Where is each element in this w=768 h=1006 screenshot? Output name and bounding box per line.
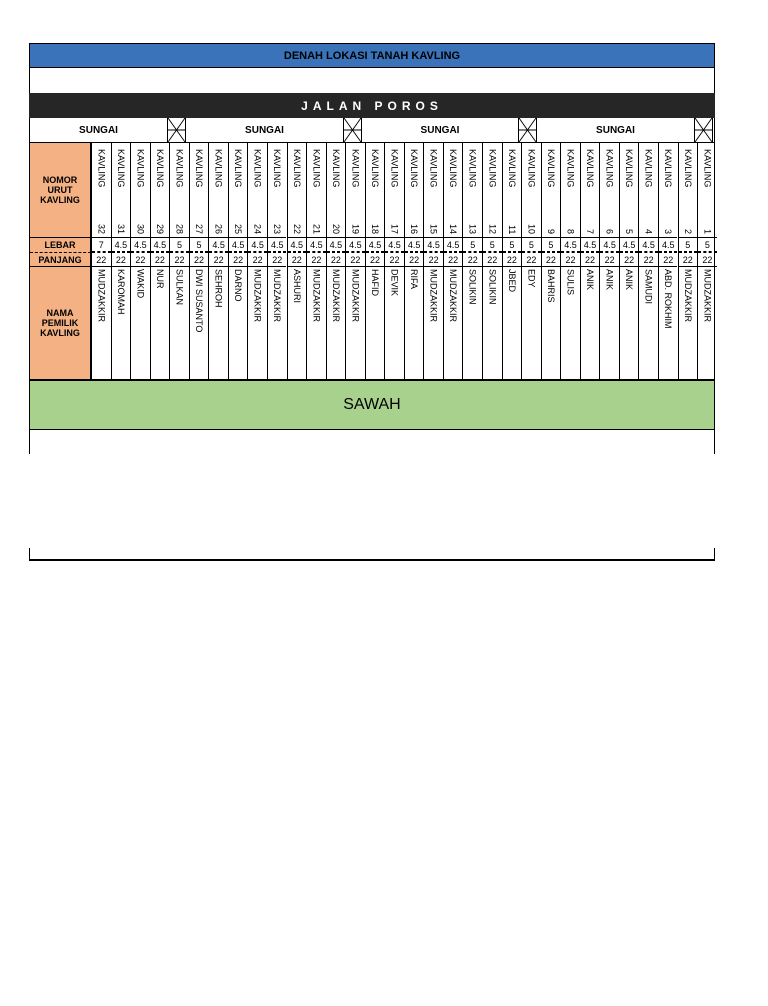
plot-lebar: 4.5 [131,237,150,252]
plot-column [443,143,463,379]
plot-owner-cell [639,267,658,379]
plot-owner: DARNO [233,269,244,302]
plot-owner: ABD. ROKHIM [663,269,674,329]
plot-kavling-word: KAVLING [467,149,478,188]
plot-lebar: 4.5 [385,237,404,252]
plot-column [384,143,404,379]
plot-owner: SOLIKIN [467,269,478,305]
plot-owner-cell [581,267,600,379]
plot-column [365,143,385,379]
spacer-row [29,68,715,93]
plot-number-cell [405,143,424,237]
plot-panjang: 22 [385,252,404,267]
plot-number: 17 [389,223,400,234]
plot-number: 2 [682,228,693,234]
plot-kavling-word: KAVLING [291,149,302,188]
plot-owner-cell [424,267,443,379]
plot-number-cell [600,143,619,237]
plot-owner: MUDZAKKIR [272,269,283,323]
plot-number-cell [463,143,482,237]
plot-number: 19 [350,223,361,234]
river-label: SUNGAI [79,124,118,136]
map-title: DENAH LOKASI TANAH KAVLING [29,43,715,68]
plot-owner-cell [463,267,482,379]
label-panjang: PANJANG [30,252,91,267]
plot-owner-cell [307,267,326,379]
plot-panjang: 22 [503,252,522,267]
plot-kavling-word: KAVLING [389,149,400,188]
plot-number-cell [542,143,561,237]
plot-owner-cell [522,267,541,379]
plot-owner: SEHROH [213,269,224,308]
plot-kavling-word: KAVLING [311,149,322,188]
plot-kavling-word: KAVLING [135,149,146,188]
plot-panjang: 22 [600,252,619,267]
plot-kavling-word: KAVLING [448,149,459,188]
plot-lebar: 4.5 [600,237,619,252]
plot-owner-cell [151,267,170,379]
plot-lebar: 5 [503,237,522,252]
plot-number: 32 [96,223,107,234]
plot-column [91,143,111,379]
plot-owner-cell [503,267,522,379]
plot-column [619,143,639,379]
plot-owner-cell [131,267,150,379]
plot-number-cell [561,143,580,237]
plot-number: 29 [154,223,165,234]
plot-column [580,143,600,379]
plot-panjang: 22 [483,252,502,267]
plot-number-cell [581,143,600,237]
plot-owner-cell [209,267,228,379]
plot-number-cell [112,143,131,237]
plot-owner: ANIK [585,269,596,291]
plot-owner: DEVIK [389,269,400,297]
plot-kavling-word: KAVLING [663,149,674,188]
plot-owner-cell [268,267,287,379]
plot-panjang: 22 [366,252,385,267]
plot-owner-cell [327,267,346,379]
plot-kavling-word: KAVLING [702,149,713,188]
plot-number: 30 [135,223,146,234]
plot-owner-cell [112,267,131,379]
plot-panjang: 22 [698,252,717,267]
plot-panjang: 22 [581,252,600,267]
plot-column [345,143,365,379]
plot-number: 12 [487,223,498,234]
plot-column [228,143,248,379]
plot-owner-cell [229,267,248,379]
plot-lebar: 4.5 [268,237,287,252]
plot-number-cell [151,143,170,237]
plot-kavling-word: KAVLING [174,149,185,188]
plot-lebar: 4.5 [248,237,267,252]
plot-lebar: 5 [483,237,502,252]
plot-panjang: 22 [620,252,639,267]
plot-number-cell [659,143,678,237]
plot-column [462,143,482,379]
plot-number-cell [483,143,502,237]
plot-owner-cell [483,267,502,379]
plot-lebar: 5 [542,237,561,252]
plot-lebar: 4.5 [112,237,131,252]
plot-column [287,143,307,379]
plot-column [658,143,678,379]
plot-owner: KAROMAH [115,269,126,315]
culvert-cross-icon [694,118,713,142]
plot-kavling-word: KAVLING [369,149,380,188]
plot-lebar: 7 [92,237,111,252]
plot-kavling-word: KAVLING [428,149,439,188]
plot-number: 16 [409,223,420,234]
plot-number-cell [424,143,443,237]
plot-owner: SULKAN [174,269,185,306]
plot-owner: MUDZAKKIR [311,269,322,323]
sawah-area: SAWAH [29,380,715,430]
plot-owner: MUDZAKKIR [96,269,107,323]
plot-number: 4 [643,228,654,234]
plot-column [326,143,346,379]
plot-owner-cell [659,267,678,379]
plot-owner: SULIS [565,269,576,296]
plot-lebar: 4.5 [581,237,600,252]
plot-owner-cell [405,267,424,379]
plot-number: 24 [252,223,263,234]
culvert-cross-icon [518,118,537,142]
plot-panjang: 22 [346,252,365,267]
plot-panjang: 22 [639,252,658,267]
plot-number-cell [327,143,346,237]
plot-number: 13 [467,223,478,234]
plot-column [404,143,424,379]
plot-number-cell [307,143,326,237]
plot-number: 21 [311,223,322,234]
plot-panjang: 22 [151,252,170,267]
plot-panjang: 22 [112,252,131,267]
plot-number-cell [288,143,307,237]
plot-kavling-word: KAVLING [233,149,244,188]
plot-kavling-word: KAVLING [96,149,107,188]
plot-number-cell [346,143,365,237]
plot-column [267,143,287,379]
plot-owner-cell [620,267,639,379]
culvert-cross-icon [167,118,186,142]
plot-owner: MUDZAKKIR [428,269,439,323]
plot-column [502,143,522,379]
plot-owner-cell [679,267,698,379]
plot-lebar: 4.5 [209,237,228,252]
plot-owner: MUDZAKKIR [330,269,341,323]
plot-number: 31 [115,223,126,234]
kavling-map-sheet [29,43,715,561]
plot-kavling-word: KAVLING [350,149,361,188]
plot-lebar: 4.5 [327,237,346,252]
plot-number: 20 [330,223,341,234]
plot-column [638,143,658,379]
plot-owner: HAFID [369,269,380,296]
plot-lebar: 4.5 [288,237,307,252]
plot-panjang: 22 [209,252,228,267]
plot-panjang: 22 [463,252,482,267]
plot-panjang: 22 [679,252,698,267]
plot-column [111,143,131,379]
plot-kavling-word: KAVLING [643,149,654,188]
plot-owner: ANIK [604,269,615,291]
plot-owner: MUDZAKKIR [350,269,361,323]
plot-grid [29,143,715,380]
plot-number: 27 [194,223,205,234]
plot-number-cell [248,143,267,237]
river-label: SUNGAI [420,124,460,136]
plot-number: 15 [428,223,439,234]
plot-lebar: 4.5 [151,237,170,252]
plot-column [482,143,502,379]
plot-panjang: 22 [659,252,678,267]
plot-panjang: 22 [170,252,189,267]
plot-lebar: 4.5 [620,237,639,252]
plot-lebar: 5 [170,237,189,252]
plot-owner-cell [288,267,307,379]
plot-column [599,143,619,379]
plot-lebar: 4.5 [405,237,424,252]
plot-owner: SOLIKIN [487,269,498,305]
plot-owner: MUDZAKKIR [682,269,693,323]
plot-kavling-word: KAVLING [252,149,263,188]
river-label: SUNGAI [245,124,284,136]
plot-column [150,143,170,379]
plot-panjang: 22 [288,252,307,267]
plot-column [208,143,228,379]
plot-number-cell [366,143,385,237]
plot-number: 11 [506,224,517,234]
plot-kavling-word: KAVLING [565,149,576,188]
plot-owner: MUDZAKKIR [448,269,459,323]
plot-owner-cell [698,267,717,379]
plot-kavling-word: KAVLING [194,149,205,188]
plot-column [423,143,443,379]
label-nomor: NOMOR URUT KAVLING [30,143,91,237]
plot-number: 7 [585,228,596,234]
plot-lebar: 4.5 [659,237,678,252]
plot-lebar: 5 [463,237,482,252]
river-row [29,118,715,143]
plot-column [678,143,698,379]
plot-number-cell [170,143,189,237]
plot-number: 28 [174,223,185,234]
plot-lebar: 4.5 [444,237,463,252]
plot-owner: BAHRIS [545,269,556,303]
plot-lebar: 5 [698,237,717,252]
plot-lebar: 4.5 [346,237,365,252]
culvert-cross-icon [343,118,362,142]
plot-owner: SAMUDI [643,269,654,305]
plot-owner-cell [170,267,189,379]
plot-panjang: 22 [229,252,248,267]
plot-owner-cell [561,267,580,379]
plot-number: 5 [624,228,635,234]
plot-kavling-word: KAVLING [545,149,556,188]
plot-lebar: 5 [679,237,698,252]
plot-owner: NUR [154,269,165,289]
plot-column [130,143,150,379]
plot-owner: JBED [506,269,517,293]
plot-owner: RIFA [409,269,420,290]
plot-owner: MUDZAKKIR [252,269,263,323]
plot-kavling-word: KAVLING [115,149,126,188]
plot-lebar: 4.5 [561,237,580,252]
plot-owner-cell [366,267,385,379]
plot-kavling-word: KAVLING [330,149,341,188]
plot-kavling-word: KAVLING [604,149,615,188]
plot-panjang: 22 [131,252,150,267]
plot-owner-cell [248,267,267,379]
plot-kavling-word: KAVLING [624,149,635,188]
plot-panjang: 22 [424,252,443,267]
road-label: JALAN POROS [29,93,715,118]
plot-panjang: 22 [327,252,346,267]
plot-lebar: 4.5 [639,237,658,252]
river-label: SUNGAI [596,124,635,136]
plot-panjang: 22 [248,252,267,267]
plot-kavling-word: KAVLING [585,149,596,188]
plot-number-cell [229,143,248,237]
plot-number: 6 [604,228,615,234]
plot-number-cell [522,143,541,237]
plot-kavling-word: KAVLING [487,149,498,188]
plot-kavling-word: KAVLING [409,149,420,188]
plot-owner-cell [444,267,463,379]
plot-number-cell [92,143,111,237]
plot-number-cell [679,143,698,237]
plot-lebar: 4.5 [229,237,248,252]
plot-kavling-word: KAVLING [272,149,283,188]
plot-owner: WAKID [135,269,146,299]
plot-number-cell [503,143,522,237]
plot-lebar: 4.5 [307,237,326,252]
plot-kavling-word: KAVLING [506,149,517,188]
plot-panjang: 22 [190,252,209,267]
plot-number-cell [131,143,150,237]
plot-owner: EDY [526,269,537,288]
plot-owner-cell [346,267,365,379]
plot-column [169,143,189,379]
plot-panjang: 22 [92,252,111,267]
plot-owner: MUDZAKKIR [702,269,713,323]
plot-owner-cell [92,267,111,379]
plot-number-cell [190,143,209,237]
plot-owner-cell [600,267,619,379]
plot-lebar: 5 [522,237,541,252]
plot-column [541,143,561,379]
plot-owner: DWI SUSANTO [194,269,205,333]
plot-lebar: 4.5 [366,237,385,252]
plot-lebar: 4.5 [424,237,443,252]
plot-column [521,143,541,379]
plot-panjang: 22 [542,252,561,267]
plot-number: 23 [272,223,283,234]
plot-column [697,143,717,379]
plot-panjang: 22 [522,252,541,267]
plot-column [306,143,326,379]
bottom-area [29,430,715,561]
plot-kavling-word: KAVLING [526,149,537,188]
plot-number: 14 [448,223,459,234]
plot-column [247,143,267,379]
plot-panjang: 22 [307,252,326,267]
plot-number-cell [620,143,639,237]
plot-owner-cell [190,267,209,379]
plot-panjang: 22 [561,252,580,267]
plot-number-cell [639,143,658,237]
plot-panjang: 22 [405,252,424,267]
plot-panjang: 22 [268,252,287,267]
plot-number-cell [209,143,228,237]
plot-number-cell [444,143,463,237]
plot-owner-cell [385,267,404,379]
plot-owner: ASHURI [291,269,302,304]
plot-number: 3 [663,228,674,234]
plot-column [189,143,209,379]
plot-panjang: 22 [444,252,463,267]
plot-owner-cell [542,267,561,379]
plot-number-cell [268,143,287,237]
plot-number: 26 [213,223,224,234]
plot-number: 18 [369,223,380,234]
plot-number: 8 [565,228,576,234]
label-lebar: LEBAR [30,237,91,252]
plot-number: 1 [702,228,713,234]
plot-lebar: 5 [190,237,209,252]
plot-column [560,143,580,379]
plot-kavling-word: KAVLING [154,149,165,188]
plot-number: 22 [291,223,302,234]
plot-owner: ANIK [624,269,635,291]
plot-number: 25 [233,223,244,234]
plot-number-cell [385,143,404,237]
label-nama: NAMA PEMILIK KAVLING [30,267,91,379]
plot-number: 10 [526,223,537,234]
plot-kavling-word: KAVLING [682,149,693,188]
plot-kavling-word: KAVLING [213,149,224,188]
plot-number-cell [698,143,717,237]
plot-number: 9 [545,228,556,234]
